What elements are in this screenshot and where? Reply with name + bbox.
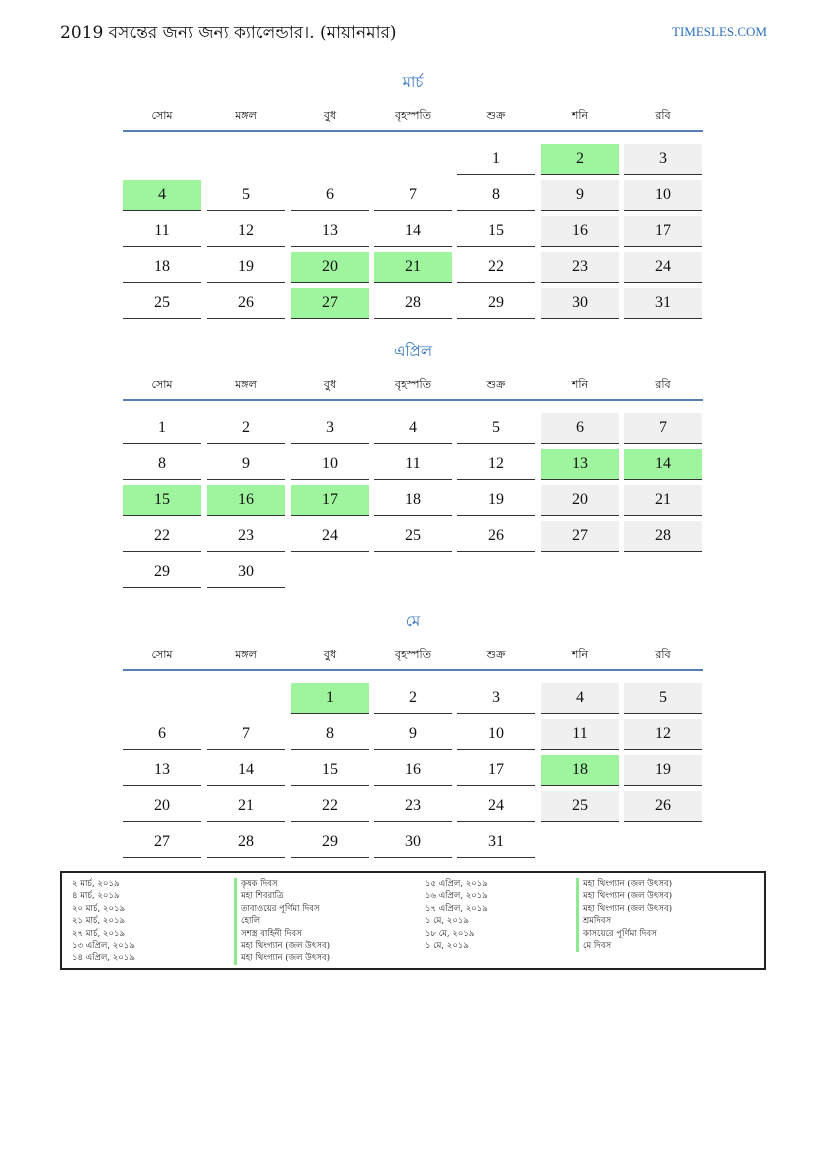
day-cell[interactable]: 19 [207,252,285,283]
day-cell[interactable]: 10 [457,719,535,750]
weekday-label: বৃহস্পতি [395,378,431,391]
day-cell[interactable]: 9 [541,180,619,211]
day-cell[interactable]: 3 [624,144,702,175]
day-cell[interactable]: 9 [207,449,285,480]
legend-holiday-name: শ্রমদিবস [576,915,672,927]
weekday-header-row [123,646,703,666]
day-cell[interactable]: 28 [207,827,285,858]
day-cell[interactable]: 22 [291,791,369,822]
header-divider [123,130,703,132]
legend-date: ১ মে, ২০১৯ [425,916,469,927]
weekday-label: শুক্র [486,109,506,122]
day-cell[interactable]: 6 [123,719,201,750]
legend-holiday-name: মহা থিংগ্যান (জল উৎসব) [576,890,672,902]
day-cell[interactable]: 4 [541,683,619,714]
header-divider [123,669,703,671]
legend-right-names [576,878,672,952]
weekday-label: বুধ [323,109,337,122]
day-cell[interactable]: 10 [291,449,369,480]
day-cell[interactable]: 7 [207,719,285,750]
legend-left-dates [72,878,135,965]
holiday-day-cell[interactable]: 2 [541,144,619,175]
legend-holiday-name: মে দিবস [576,940,672,952]
day-cell[interactable]: 21 [624,485,702,516]
day-cell[interactable]: 15 [291,755,369,786]
day-cell[interactable]: 22 [457,252,535,283]
legend-date: ১৫ এপ্রিল, ২০১৯ [425,879,488,889]
day-cell[interactable]: 3 [457,683,535,714]
holiday-day-cell[interactable]: 4 [123,180,201,211]
day-cell[interactable]: 29 [291,827,369,858]
day-cell[interactable]: 27 [541,521,619,552]
day-cell[interactable]: 28 [374,288,452,319]
day-cell[interactable]: 15 [457,216,535,247]
page-title: 2019 বসন্তের জন্য জন্য ক্যালেন্ডার।. (মায়ানমার) [60,23,397,43]
day-cell[interactable]: 14 [374,216,452,247]
day-cell[interactable]: 8 [457,180,535,211]
legend-holiday-name: মহা শিবরাত্রি [234,890,330,902]
legend-holiday-name: মহা থিংগ্যান (জল উৎসব) [576,878,672,890]
day-cell[interactable]: 26 [457,521,535,552]
day-cell[interactable]: 6 [291,180,369,211]
day-cell[interactable]: 3 [291,413,369,444]
weekday-label: শনি [571,378,589,391]
weekday-label: মঙ্গল [235,648,257,661]
legend-holiday-name: মহা থিংগ্যান (জল উৎসব) [576,903,672,915]
day-cell[interactable]: 8 [291,719,369,750]
day-cell[interactable]: 23 [374,791,452,822]
day-cell[interactable]: 5 [624,683,702,714]
weekday-label: মঙ্গল [235,378,257,391]
day-cell[interactable]: 26 [207,288,285,319]
holiday-day-cell[interactable]: 13 [541,449,619,480]
day-cell[interactable]: 16 [541,216,619,247]
day-cell[interactable]: 1 [457,144,535,175]
day-cell[interactable]: 25 [374,521,452,552]
weekday-label: শনি [571,648,589,661]
day-cell[interactable]: 19 [457,485,535,516]
day-cell[interactable]: 16 [374,755,452,786]
legend-holiday-name: মহা থিংগ্যান (জল উৎসব) [234,940,330,952]
holiday-legend [60,871,766,970]
day-cell[interactable]: 8 [123,449,201,480]
month-block [123,71,703,331]
month-block [123,610,703,870]
day-cell[interactable]: 1 [123,413,201,444]
day-cell[interactable]: 10 [624,180,702,211]
month-title: এপ্রিল [393,342,433,360]
legend-date: ২৭ মার্চ, ২০১৯ [72,928,126,939]
month-block [123,340,703,600]
day-cell[interactable]: 29 [123,557,201,588]
day-cell[interactable]: 21 [207,791,285,822]
weekday-label: রবি [655,378,671,391]
legend-holiday-name: কাসয়েরে পূর্ণিমা দিবস [576,928,672,940]
legend-right-dates [425,878,488,952]
month-title: মে [405,612,421,630]
day-cell[interactable]: 26 [624,791,702,822]
weekday-label: শনি [571,109,589,122]
legend-date: ১৭ এপ্রিল, ২০১৯ [425,903,488,914]
day-cell[interactable]: 24 [624,252,702,283]
day-cell[interactable]: 30 [374,827,452,858]
day-cell[interactable]: 5 [207,180,285,211]
month-title: মার্চ [402,73,424,91]
legend-date: ২ মার্চ, ২০১৯ [72,879,120,889]
day-cell[interactable]: 22 [123,521,201,552]
weekday-label: সোম [151,378,173,391]
day-cell[interactable]: 27 [123,827,201,858]
holiday-day-cell[interactable]: 1 [291,683,369,714]
day-cell[interactable]: 25 [123,288,201,319]
weekday-label: বৃহস্পতি [395,648,431,661]
day-cell[interactable]: 12 [207,216,285,247]
weekday-label: শুক্র [486,378,506,391]
day-cell[interactable]: 11 [541,719,619,750]
holiday-day-cell[interactable]: 21 [374,252,452,283]
legend-holiday-name: হোলি [234,915,330,927]
day-cell[interactable]: 13 [123,755,201,786]
legend-date: ১৪ এপ্রিল, ২০১৯ [72,953,135,964]
holiday-day-cell[interactable]: 16 [207,485,285,516]
day-cell[interactable]: 31 [457,827,535,858]
day-cell[interactable]: 17 [457,755,535,786]
day-cell[interactable]: 11 [374,449,452,480]
weekday-header-row [123,376,703,396]
day-cell[interactable]: 24 [291,521,369,552]
legend-holiday-name: কৃষক দিবস [234,878,330,890]
day-cell[interactable]: 30 [541,288,619,319]
legend-date: ১৮ মে, ২০১৯ [425,928,475,939]
holiday-day-cell[interactable]: 18 [541,755,619,786]
day-cell[interactable]: 13 [291,216,369,247]
holiday-day-cell[interactable]: 14 [624,449,702,480]
day-cell[interactable]: 12 [457,449,535,480]
weekday-label: রবি [655,109,671,122]
day-cell[interactable]: 23 [207,521,285,552]
legend-date: ১৬ এপ্রিল, ২০১৯ [425,891,488,902]
weekday-header-row [123,107,703,127]
day-cell[interactable]: 12 [624,719,702,750]
day-cell[interactable]: 5 [457,413,535,444]
day-cell[interactable]: 4 [374,413,452,444]
day-cell[interactable]: 2 [207,413,285,444]
day-cell[interactable]: 17 [624,216,702,247]
legend-date: ২১ মার্চ, ২০১৯ [72,916,126,927]
day-cell[interactable]: 23 [541,252,619,283]
weekday-label: বৃহস্পতি [395,109,431,122]
day-cell[interactable]: 24 [457,791,535,822]
holiday-day-cell[interactable]: 15 [123,485,201,516]
day-cell[interactable]: 7 [374,180,452,211]
day-cell[interactable]: 19 [624,755,702,786]
day-cell[interactable]: 11 [123,216,201,247]
holiday-day-cell[interactable]: 20 [291,252,369,283]
legend-holiday-name: সশস্ত্র বাহিনী দিবস [234,928,330,940]
day-cell[interactable]: 2 [374,683,452,714]
legend-date: ১ মে, ২০১৯ [425,940,469,951]
legend-date: ২০ মার্চ, ২০১৯ [72,903,126,914]
day-cell[interactable]: 29 [457,288,535,319]
legend-holiday-name: মহা থিংগ্যান (জল উৎসব) [234,952,330,964]
holiday-day-cell[interactable]: 27 [291,288,369,319]
weekday-label: রবি [655,648,671,661]
day-cell[interactable]: 18 [374,485,452,516]
day-cell[interactable]: 7 [624,413,702,444]
day-cell[interactable]: 14 [207,755,285,786]
weekday-label: বুধ [323,378,337,391]
site-link[interactable]: TIMESLES.COM [672,24,767,39]
day-cell[interactable]: 20 [123,791,201,822]
legend-holiday-name: তাবাওয়ের পূর্ণিমা দিবস [234,903,330,915]
legend-date: ১৩ এপ্রিল, ২০১৯ [72,940,135,951]
day-cell[interactable]: 6 [541,413,619,444]
weekday-label: শুক্র [486,648,506,661]
header-divider [123,399,703,401]
day-cell[interactable]: 28 [624,521,702,552]
weekday-label: সোম [151,109,173,122]
holiday-day-cell[interactable]: 17 [291,485,369,516]
weekday-label: মঙ্গল [235,109,257,122]
day-cell[interactable]: 31 [624,288,702,319]
legend-date: ৪ মার্চ, ২০১৯ [72,891,120,902]
day-cell[interactable]: 9 [374,719,452,750]
weekday-label: বুধ [323,648,337,661]
day-cell[interactable]: 18 [123,252,201,283]
day-cell[interactable]: 20 [541,485,619,516]
legend-left-names [234,878,330,965]
day-cell[interactable]: 25 [541,791,619,822]
weekday-label: সোম [151,648,173,661]
day-cell[interactable]: 30 [207,557,285,588]
